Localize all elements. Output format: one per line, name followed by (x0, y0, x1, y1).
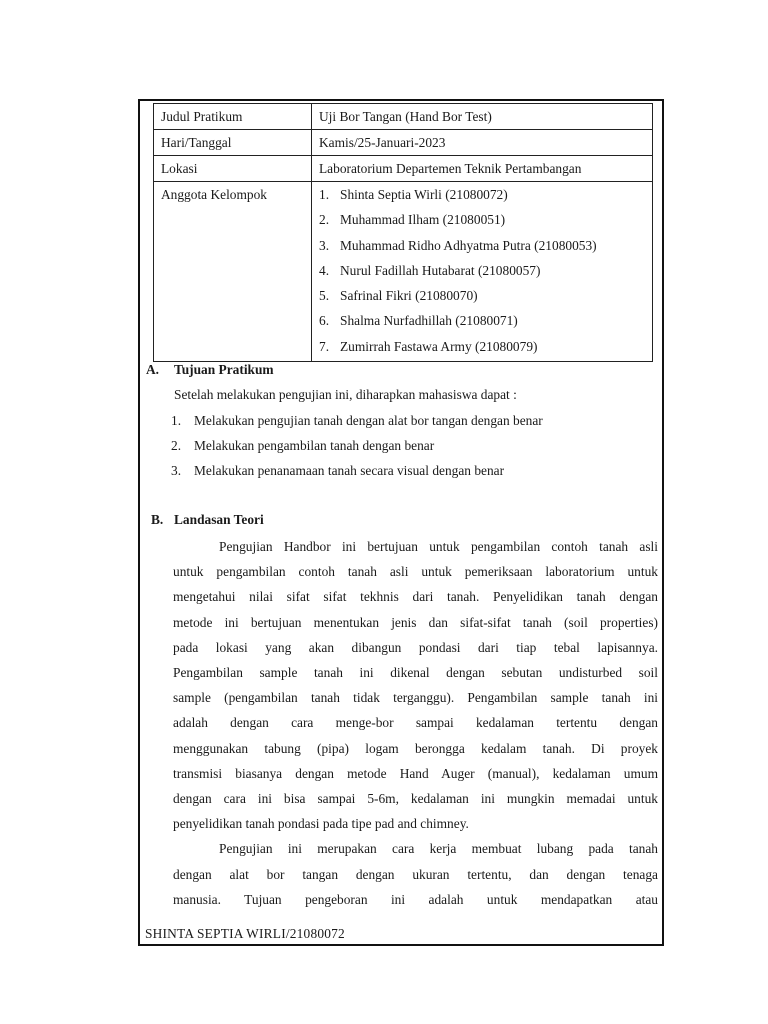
text-line: pada lokasi yang akan dibangun pondasi dari tiap tebal lapisannya. (173, 639, 658, 655)
text-line: metode ini bertujuan menentukan jenis dan sifat-sifat tanah (soil properties) (173, 614, 658, 630)
member-name: Zumirrah Fastawa Army (21080079) (340, 338, 538, 354)
section-b-heading (151, 512, 264, 528)
member-name: Shalma Nurfadhillah (21080071) (340, 313, 518, 329)
text-line: adalah dengan cara menge-bor sampai kedalaman tertentu dengan (173, 715, 658, 731)
objective-text: Melakukan pengambilan tanah dengan benar (194, 438, 435, 453)
text-line: penyelidikan tanah pondasi pada tipe pad and chimney. (173, 816, 469, 832)
row-label: Hari/Tanggal (154, 130, 312, 156)
section-title: Landasan Teori (174, 512, 264, 527)
row-label: Judul Pratikum (154, 104, 312, 130)
list-item (319, 233, 646, 258)
text-line: untuk pengambilan contoh tanah asli untuk pemeriksaan laboratorium untuk (173, 564, 658, 580)
text-line: sample (pengambilan tanah tidak terganggu). Pengambilan sample tanah ini (173, 690, 658, 706)
member-name: Muhammad Ilham (21080051) (340, 212, 506, 228)
member-name: Shinta Septia Wirli (21080072) (340, 187, 508, 202)
list-item (171, 408, 543, 433)
section-a-heading (146, 362, 274, 378)
members-cell (312, 182, 653, 362)
row-value: Kamis/25-Januari-2023 (312, 130, 653, 156)
member-name: Nurul Fadillah Hutabarat (21080057) (340, 262, 541, 278)
member-name: Muhammad Ridho Adhyatma Putra (21080053) (340, 237, 597, 253)
text-line: dengan cara ini bisa sampai 5-6m, kedalaman ini mungkin memadai untuk (173, 791, 658, 807)
section-title: Tujuan Pratikum (174, 362, 274, 377)
page-footer: SHINTA SEPTIA WIRLI/21080072 (145, 926, 345, 941)
list-number: 2. (319, 212, 330, 228)
text-line: dengan alat bor tangan dengan ukuran tertentu, dan dengan tenaga (173, 866, 658, 882)
list-item (171, 458, 543, 483)
list-item (319, 283, 646, 308)
member-name: Safrinal Fikri (21080070) (340, 288, 478, 304)
objective-text: Melakukan pengujian tanah dengan alat bor tangan dengan benar (194, 413, 543, 428)
list-number: 3. (319, 237, 330, 253)
table-row-members (154, 182, 653, 362)
section-letter: A. (146, 362, 160, 377)
list-item (319, 182, 646, 207)
objective-text: Melakukan penanamaan tanah secara visual dengan benar (194, 463, 505, 478)
members-label: Anggota Kelompok (154, 182, 312, 362)
list-number: 6. (319, 313, 330, 329)
list-item (319, 308, 646, 333)
list-item (319, 207, 646, 232)
list-number: 1. (171, 413, 182, 428)
list-number: 4. (319, 262, 330, 278)
list-number: 7. (319, 338, 330, 354)
member-list (319, 182, 646, 359)
row-label: Lokasi (154, 156, 312, 182)
objective-list (171, 408, 543, 483)
list-number: 5. (319, 288, 330, 304)
text-line: manusia. Tujuan pengeboran ini adalah untuk mendapatkan atau (173, 891, 658, 907)
list-item (319, 258, 646, 283)
text-line: mengetahui nilai sifat sifat tekhnis dari tanah. Penyelidikan tanah dengan (173, 589, 658, 605)
list-number: 3. (171, 463, 182, 478)
text-line: menggunakan tabung (pipa) logam berongga kedalam tanah. Di proyek (173, 740, 658, 756)
list-item (171, 433, 543, 458)
row-value: Laboratorium Departemen Teknik Pertambangan (312, 156, 653, 182)
row-value: Uji Bor Tangan (Hand Bor Test) (312, 104, 653, 130)
text-line: Pengujian ini merupakan cara kerja membuat lubang pada tanah (219, 841, 658, 857)
table-row (154, 156, 653, 182)
practicum-info-table (153, 103, 653, 362)
list-number: 2. (171, 438, 182, 453)
text-line: Pengujian Handbor ini bertujuan untuk pengambilan contoh tanah asli (219, 539, 658, 554)
section-letter: B. (151, 512, 164, 527)
theory-body (173, 534, 658, 912)
text-line: transmisi biasanya dengan metode Hand Auger (manual), kedalaman umum (173, 765, 658, 781)
table-row (154, 130, 653, 156)
list-item (319, 334, 646, 359)
list-number: 1. (319, 187, 330, 202)
text-line: Pengambilan sample tanah ini dikenal dengan sebutan undisturbed soil (173, 665, 658, 681)
table-row (154, 104, 653, 130)
section-a-intro: Setelah melakukan pengujian ini, diharapkan mahasiswa dapat : (174, 387, 517, 402)
